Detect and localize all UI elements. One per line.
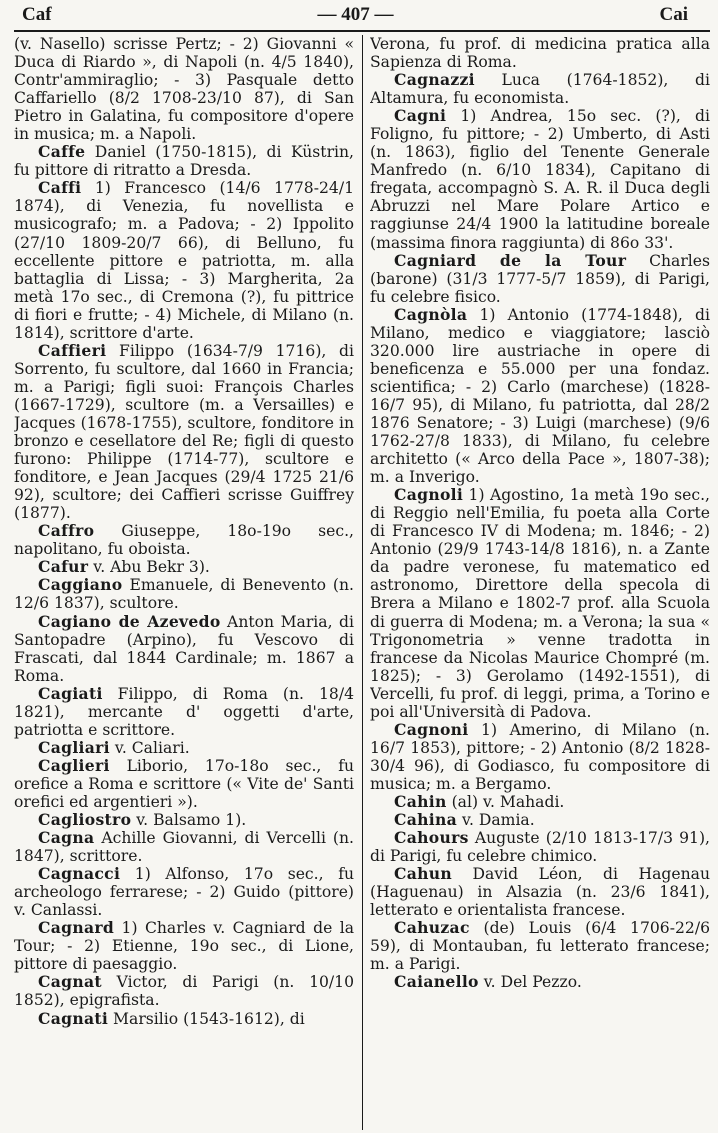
entry-headword: Cahours (394, 828, 469, 848)
entry-headword: Cafur (38, 557, 89, 577)
page-number: — 407 — (317, 4, 394, 25)
entry-headword: Cahuzac (394, 918, 470, 938)
dictionary-entry (370, 721, 710, 793)
dictionary-entry (14, 1010, 354, 1028)
entry-text: (v. Nasello) scrisse Pertz; - 2) Giovanni « Duca di Riardo », di Napoli (n. 4/5 1840), Contr'ammiraglio; - 3) Pasquale detto Caffariello (8/2 1708-23/10 87), di San Pietro in Galatina, fu compositore d'opere in musica; m. a Napoli. (14, 35, 355, 144)
dictionary-entry (14, 973, 354, 1009)
entry-text: (de) Louis (6/4 1706-22/6 59), di Montauban, fu letterato francese; m. a Parigi. (370, 919, 711, 974)
entry-text: Giuseppe, 18o-19o sec., napolitano, fu oboista. (14, 522, 355, 559)
entry-text: v. Del Pezzo. (478, 973, 582, 992)
page-header (14, 4, 710, 30)
dictionary-entry (14, 613, 354, 685)
dictionary-entry (370, 793, 710, 811)
entry-text: v. Abu Bekr 3). (88, 558, 210, 577)
entry-text: 1) Charles v. Cagniard de la Tour; - 2) Etienne, 19o sec., di Lione, pittore di paesaggio. (14, 919, 355, 974)
column-divider (362, 35, 363, 1130)
entry-headword: Cagni (394, 106, 447, 126)
entry-text: v. Damia. (457, 811, 535, 830)
entry-headword: Cagliari (38, 737, 110, 757)
dictionary-entry (370, 919, 710, 973)
entry-headword: Cagnacci (38, 864, 121, 884)
dictionary-entry (14, 865, 354, 919)
dictionary-entry (370, 35, 710, 71)
entry-text: v. Balsamo 1). (131, 811, 247, 830)
dictionary-entry (14, 829, 354, 865)
entry-text: Filippo (1634-7/9 1716), di Sorrento, fu scultore, dal 1660 in Francia; m. a Parigi; figli suoi: François Charles (1667-1729), scultore (m. a Versailles) e Jacques (1678-1755), scultore, fonditore in bronzo e cesellatore del Re; figli di questo furono: Philippe (1714-77), scultore e fonditore, e Jean Jacques (29/4 1725 21/6 92), scultore; dei Caffieri scrisse Guiffrey (1877). (14, 341, 355, 523)
entry-headword: Cagiano de Azevedo (38, 611, 221, 631)
entry-headword: Cagnati (38, 1008, 109, 1028)
header-right-guide-word: Cai (659, 4, 688, 25)
entry-text: 1) Francesco (14/6 1778-24/1 1874), di Venezia, fu novellista e musicografo; m. a Padova; - 2) Ippolito (27/10 1809-20/7 66), di Belluno, fu eccellente pittore e patriotta, m. alla battaglia di Lissa; - 3) Margherita, 2a metà 17o sec., di Cremona (?), fu pittrice di fiori e frutte; - 4) Michele, di Milano (n. 1814), scrittore d'arte. (14, 179, 355, 342)
entry-headword: Cagnoli (394, 485, 464, 505)
entry-text: Daniel (1750-1815), di Küstrin, fu pittore di ritratto a Dresda. (14, 143, 355, 180)
entry-headword: Caggiano (38, 575, 123, 595)
dictionary-entry (370, 107, 710, 251)
dictionary-entry (14, 739, 354, 757)
header-left-guide-word: Caf (22, 4, 52, 25)
entry-text: 1) Amerino, di Milano (n. 16/7 1853), pittore; - 2) Antonio (8/2 1828-30/4 96), di Godiasco, fu compositore di musica; m. a Bergamo. (370, 720, 711, 793)
entry-headword: Cagniard de la Tour (394, 250, 627, 270)
dictionary-entry (370, 973, 710, 991)
dictionary-entry (370, 811, 710, 829)
entry-text: Auguste (2/10 1813-17/3 91), di Parigi, fu celebre chimico. (370, 829, 711, 866)
right-column (370, 35, 710, 1130)
dictionary-entry (14, 522, 354, 558)
entry-headword: Cahun (394, 864, 453, 884)
dictionary-entry (370, 252, 710, 306)
entry-headword: Cagnat (38, 972, 102, 992)
entry-text: Anton Maria, di Santopadre (Arpino), fu Vescovo di Frascati, dal 1844 Cardinale; m. 1867 a Roma. (14, 612, 355, 685)
entry-text: Marsilio (1543-1612), di (108, 1009, 305, 1028)
entry-headword: Cagnòla (394, 304, 468, 324)
entry-text: Achille Giovanni, di Vercelli (n. 1847), scrittore. (14, 829, 355, 866)
dictionary-entry (370, 865, 710, 919)
entry-text: 1) Andrea, 15o sec. (?), di Foligno, fu pittore; - 2) Umberto, di Asti (n. 1863), figlio del Tenente Generale Manfredo (n. 6/10 1834), Capitano di fregata, accompagnò S. A. R. il Duca degli Abruzzi nel Mare Polare Artico e raggiunse 24/4 1900 la latitudine boreale (massima finora raggiunta) di 86o 33'. (370, 107, 711, 252)
entry-headword: Caffro (38, 521, 95, 541)
entry-headword: Caglieri (38, 755, 110, 775)
entry-text: (al) v. Mahadi. (446, 792, 565, 811)
dictionary-entry (14, 35, 354, 143)
entry-text: Emanuele, di Benevento (n. 12/6 1837), scultore. (14, 576, 355, 613)
entry-headword: Cagiati (38, 683, 103, 703)
entry-headword: Caffe (38, 142, 86, 162)
left-column (14, 35, 362, 1130)
entry-text: 1) Agostino, 1a metà 19o sec., di Reggio nell'Emilia, fu poeta alla Corte di Francesco IV di Modena; m. 1846; - 2) Antonio (29/9 1743-14/8 1816), n. a Zante da padre veronese, fu matematico ed astronomo, Direttore della specola di Brera a Milano e 1802-7 prof. alla Scuola di guerra di Modena; m. a Verona; la sua « Trigonometria » venne tradotta in francese da Nicolas Maurice Chompré (m. 1825); - 3) Gerolamo (1492-1551), di Vercelli, fu prof. di leggi, prima, a Torino e poi all'Università di Padova. (370, 486, 711, 721)
entry-text: David Léon, di Hagenau (Haguenau) in Alsazia (n. 23/6 1841), letterato e orientalista francese. (370, 865, 711, 920)
entry-text: Luca (1764-1852), di Altamura, fu economista. (370, 71, 711, 108)
entry-headword: Caffieri (38, 340, 107, 360)
dictionary-entry (14, 919, 354, 973)
dictionary-entry (370, 71, 710, 107)
entry-text: Charles (barone) (31/3 1777-5/7 1859), di Parigi, fu celebre fisico. (370, 251, 711, 306)
dictionary-entry (370, 829, 710, 865)
entry-headword: Cagnazzi (394, 70, 475, 90)
dictionary-entry (370, 486, 710, 721)
entry-text: 1) Alfonso, 17o sec., fu archeologo ferrarese; - 2) Guido (pittore) v. Canlassi. (14, 865, 355, 920)
entry-text: 1) Antonio (1774-1848), di Milano, medico e viaggiatore; lasciò 320.000 lire austriache in opere di beneficenza e 55.000 per una fondaz. scientifica; - 2) Carlo (marchese) (1828-16/7 95), di Milano, fu patriotta, dal 28/2 1876 Senatore; - 3) Luigi (marchese) (9/6 1762-27/8 1833), di Milano, fu celebre architetto (« Arco della Pace », 1807-38); m. a Inverigo. (370, 305, 711, 487)
dictionary-entry (14, 558, 354, 576)
entry-headword: Cahina (394, 810, 458, 830)
entry-headword: Caianello (394, 972, 479, 992)
entry-text: Verona, fu prof. di medicina pratica alla Sapienza di Roma. (370, 35, 711, 72)
entry-headword: Caffi (38, 178, 82, 198)
header-rule (14, 30, 710, 32)
entry-headword: Cagliostro (38, 810, 132, 830)
entry-headword: Cagna (38, 828, 95, 848)
entry-headword: Cagnoni (394, 719, 469, 739)
dictionary-entry (14, 576, 354, 612)
entry-headword: Cahin (394, 791, 447, 811)
dictionary-entry (14, 179, 354, 341)
text-columns (14, 35, 710, 1130)
dictionary-entry (14, 811, 354, 829)
entry-text: Liborio, 17o-18o sec., fu orefice a Roma e scrittore (« Vite de' Santi orefici ed argentieri »). (14, 756, 355, 811)
entry-text: v. Caliari. (109, 738, 190, 757)
dictionary-entry (14, 342, 354, 522)
dictionary-entry (370, 306, 710, 486)
entry-text: Filippo, di Roma (n. 18/4 1821), mercante d' oggetti d'arte, patriotta e scrittore. (14, 684, 355, 739)
dictionary-entry (14, 757, 354, 811)
dictionary-entry (14, 143, 354, 179)
dictionary-entry (14, 685, 354, 739)
entry-headword: Cagnard (38, 918, 115, 938)
entry-text: Victor, di Parigi (n. 10/10 1852), epigrafista. (14, 973, 355, 1010)
